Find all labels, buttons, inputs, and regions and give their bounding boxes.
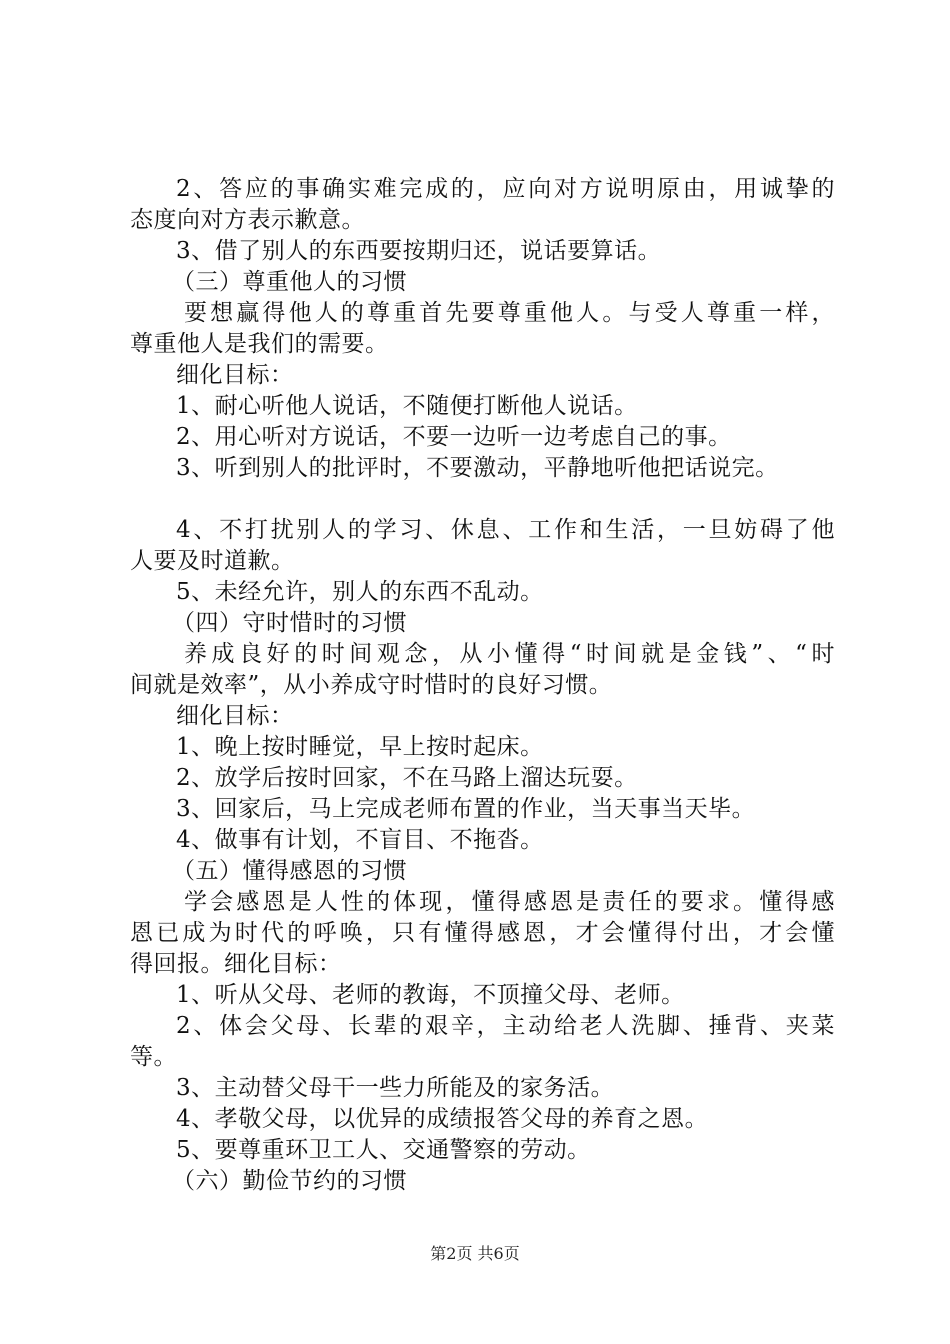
- text-line: 3、回家后，马上完成老师布置的作业，当天事当天毕。: [176, 796, 756, 822]
- document-body: [130, 174, 835, 1197]
- page-number-label: 第2页 共6页: [430, 1244, 520, 1263]
- text-line: 要想赢得他人的尊重首先要尊重他人。与受人尊重一样，: [184, 300, 835, 326]
- text-line: 4、做事有计划，不盲目、不拖沓。: [176, 827, 544, 853]
- page-footer: [0, 1244, 950, 1264]
- text-line: 1、耐心听他人说话，不随便打断他人说话。: [176, 393, 638, 419]
- text-line: 等。: [130, 1044, 177, 1070]
- text-line: 5、未经允许，别人的东西不乱动。: [176, 579, 544, 605]
- text-line: 间就是效率”，从小养成守时惜时的良好习惯。: [130, 672, 613, 698]
- text-line: 5、要尊重环卫工人、交通警察的劳动。: [176, 1137, 591, 1163]
- section-heading: （四）守时惜时的习惯: [172, 610, 407, 636]
- blank-line: [130, 484, 835, 515]
- text-line: 2、体会父母、长辈的艰辛，主动给老人洗脚、捶背、夹菜: [176, 1013, 835, 1039]
- text-line: 3、主动替父母干一些力所能及的家务活。: [176, 1075, 615, 1101]
- text-line: 态度向对方表示歉意。: [130, 207, 365, 233]
- section-heading: （三）尊重他人的习惯: [172, 269, 407, 295]
- text-line: 人要及时道歉。: [130, 548, 295, 574]
- text-line: 得回报。细化目标：: [130, 951, 342, 977]
- text-line: 尊重他人是我们的需要。: [130, 331, 389, 357]
- subheading: 细化目标：: [176, 703, 294, 729]
- text-line: 1、晚上按时睡觉，早上按时起床。: [176, 734, 544, 760]
- text-line: 4、不打扰别人的学习、休息、工作和生活，一旦妨碍了他: [176, 517, 835, 543]
- text-line: 2、答应的事确实难完成的，应向对方说明原由，用诚挚的: [176, 176, 835, 202]
- text-line: 2、用心听对方说话，不要一边听一边考虑自己的事。: [176, 424, 732, 450]
- text-line: 3、借了别人的东西要按期归还，说话要算话。: [176, 238, 662, 264]
- text-line: 1、听从父母、老师的教诲，不顶撞父母、老师。: [176, 982, 685, 1008]
- section-heading: （六）勤俭节约的习惯: [172, 1168, 407, 1194]
- section-heading: （五）懂得感恩的习惯: [172, 858, 407, 884]
- text-line: 学会感恩是人性的体现，懂得感恩是责任的要求。懂得感: [184, 889, 835, 915]
- text-line: 4、孝敬父母，以优异的成绩报答父母的养育之恩。: [176, 1106, 709, 1132]
- text-line: 3、听到别人的批评时，不要激动，平静地听他把话说完。: [176, 455, 779, 481]
- text-line: 2、放学后按时回家，不在马路上溜达玩耍。: [176, 765, 638, 791]
- text-line: 养成良好的时间观念，从小懂得“时间就是金钱”、“时: [184, 641, 835, 667]
- subheading: 细化目标：: [176, 362, 294, 388]
- text-line: 恩已成为时代的呼唤，只有懂得感恩，才会懂得付出，才会懂: [130, 920, 835, 946]
